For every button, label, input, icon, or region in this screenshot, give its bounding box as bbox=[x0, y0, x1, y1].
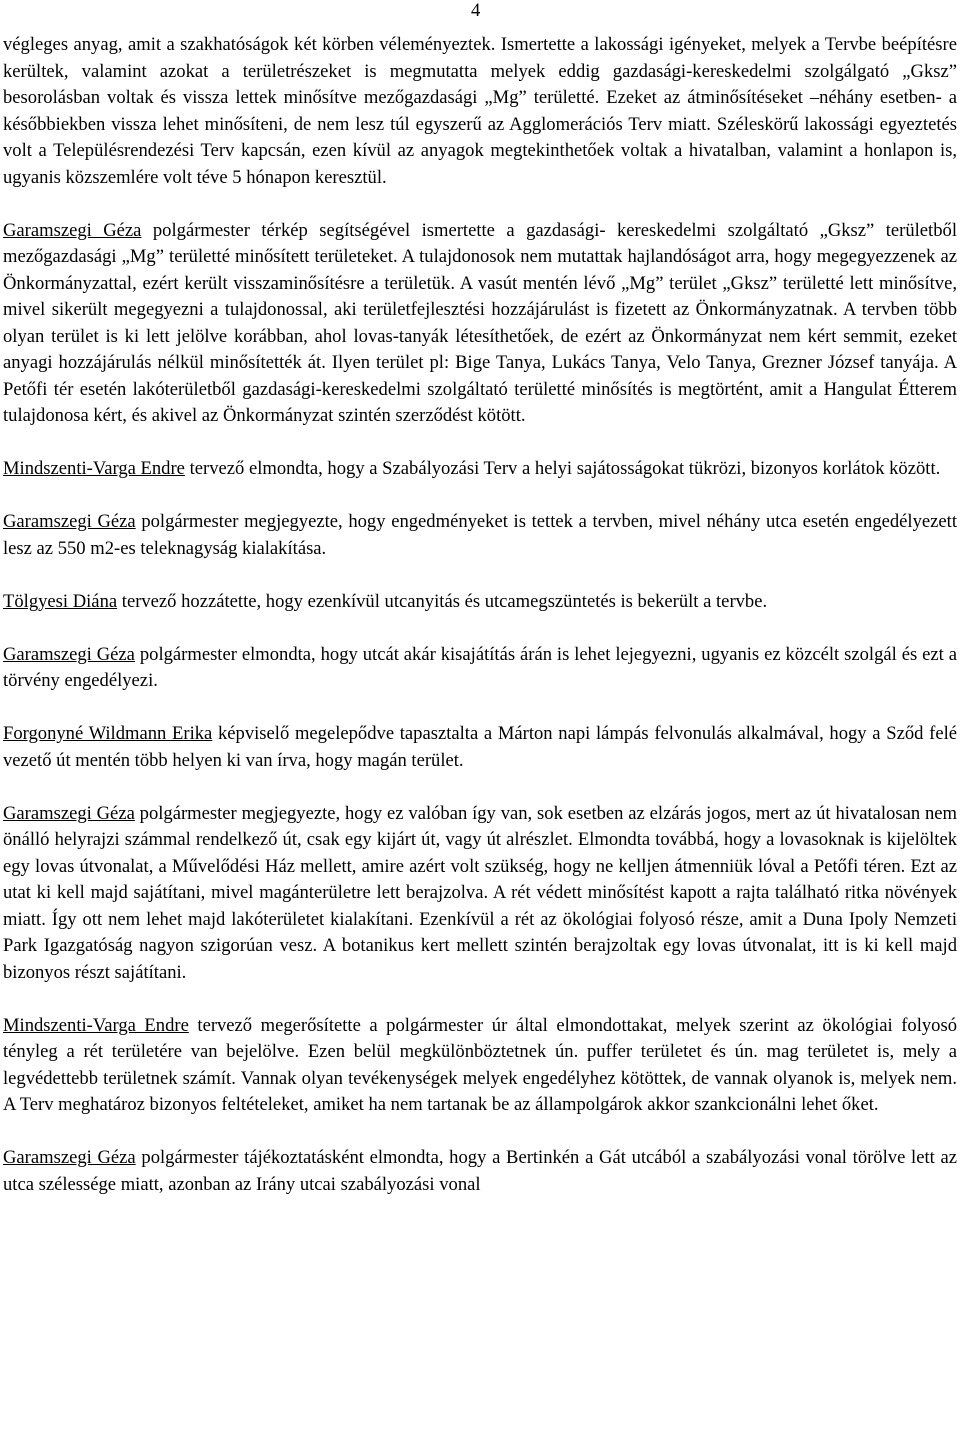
paragraph-text: végleges anyag, amit a szakhatóságok két körben véleményeztek. Ismertette a lakossági igényeket, melyek a Tervbe beépítésre kerültek, valamint azokat a területrészeket is megmutatta melyek eddig gazdasági-kereskedelmi szolgálgató „Gksz” besorolásban voltak és vissza lettek minősítve mezőgazdasági „Mg” területté. Ezeket az átminősítéseket –néhány esetben- a későbbiekben vissza lehet minősíteni, de nem lesz túl egyszerű az Agglomerációs Terv miatt. Széleskörű lakossági egyeztetés volt a Településrendezési Terv kapcsán, ezen kívül az anyagok megtekinthetőek voltak a hivatalban, valamint a honlapon is, ugyanis közszemlére volt téve 5 hónapon keresztül. bbox=[3, 34, 957, 188]
speaker-name: Tölgyesi Diána bbox=[3, 590, 118, 612]
paragraph-text: tervező elmondta, hogy a Szabályozási Terv a helyi sajátosságokat tükrözi, bizonyos korlátok között. bbox=[184, 458, 941, 479]
speaker-name: Garamszegi Géza bbox=[3, 1147, 136, 1168]
page-number: 4 bbox=[471, 0, 481, 21]
paragraph-9 bbox=[3, 1013, 957, 1119]
paragraph-text: polgármester elmondta, hogy utcát akár kisajátítás árán is lehet lejegyezni, ugyanis ez közcélt szolgál és ezt a törvény engedélyezi. bbox=[3, 643, 957, 691]
speaker-name: Garamszegi Géza bbox=[3, 511, 136, 532]
paragraph-text: tervező megerősítette a polgármester úr által elmondottakat, melyek szerint az ökológiai folyosó tényleg a rét területére van bejelölve. Ezen belül megkülönböztetnek ún. puffer területet és ún. mag területet is, mely a legvédettebb területnek számít. Vannak olyan tevékenységek melyek engedélyhez kötöttek, de vannak olyanok is, melyek nem. A Terv meghatároz bizonyos feltételeket, amiket ha nem tartanak be az állampolgárok akkor szankcionálni lehet őket. bbox=[3, 1014, 957, 1115]
speaker-name: Mindszenti-Varga Endre bbox=[3, 1014, 189, 1036]
paragraph-4 bbox=[3, 509, 957, 562]
paragraph-1 bbox=[3, 32, 957, 191]
speaker-name: Garamszegi Géza bbox=[3, 643, 135, 665]
paragraph-text: polgármester térkép segítségével ismertette a gazdasági- kereskedelmi szolgáltató „Gksz” területből mezőgazdasági „Mg” területté minősített területeket. A tulajdonosok nem mutattak hajlandóságot arra, hogy megegyezzenek az Önkormányzattal, ezért került visszaminősítésre a területük. A vasút mentén lévő „Mg” terület „Gksz” területté lett minősítve, mivel sikerült megegyezni a tulajdonossal, aki területfejlesztési hozzájárulást is fizetett az Önkormányzatnak. A tervben több olyan terület is ki lett jelölve korábban, ahol lovas-tanyák létesíthetőek, de ezért az Önkormányzat nem kért semmit, ezeket anyagi hozzájárulás nélkül minősítették át. Ilyen terület pl: Bige Tanya, Lukács Tanya, Velo Tanya, Grezner József tanyája. A Petőfi tér esetén lakóterületből gazdasági-kereskedelmi szolgáltató területté minősítés is megtörtént, amit a Hangulat Étterem tulajdonosa kért, és akivel az Önkormányzat szintén szerződést kötött. bbox=[3, 219, 957, 426]
paragraph-text: polgármester tájékoztatásként elmondta, hogy a Bertinkén a Gát utcából a szabályozási vonal törölve lett az utca szélessége miatt, azonban az Irány utcai szabályozási vonal bbox=[3, 1147, 957, 1195]
paragraph-text: polgármester megjegyezte, hogy ez valóban így van, sok esetben az elzárás jogos, mert az út hivatalosan nem önálló helyrajzi számmal rendelkező út, csak egy kijárt út, vagy út alrészlet. Elmondta továbbá, hogy a lovasoknak is kijelöltek egy lovas útvonalat, a Művelődési Ház mellett, amire azért volt szükség, hogy ne kelljen átmenniük lóval a Petőfi téren. Ezt az utat ki kell majd sajátítani, mivel magánterületre lett berajzolva. A rét védett minősítést kapott a rajta található ritka növények miatt. Így ott nem lehet majd lakóterületet kialakítani. Ezenkívül a rét az ökológiai folyosó része, amit a Duna Ipoly Nemzeti Park Igazgatóság nagyon szigorúan vesz. A botanikus kert mellett szintén berajzoltak egy lovas útvonalat, itt is ki kell majd bizonyos részt sajátítani. bbox=[3, 802, 957, 983]
speaker-name: Garamszegi Géza bbox=[3, 219, 142, 241]
paragraph-10 bbox=[3, 1145, 957, 1198]
paragraph-5 bbox=[3, 589, 957, 616]
paragraph-text: polgármester megjegyezte, hogy engedményeket is tettek a tervben, mivel néhány utca esetén engedélyezett lesz az 550 m2-es teleknagyság kialakítása. bbox=[3, 511, 957, 559]
paragraph-8 bbox=[3, 801, 957, 987]
paragraph-6 bbox=[3, 642, 957, 695]
paragraph-7 bbox=[3, 721, 957, 774]
page-body bbox=[3, 32, 957, 1225]
speaker-name: Garamszegi Géza bbox=[3, 802, 135, 824]
speaker-name: Mindszenti-Varga Endre bbox=[3, 458, 185, 479]
paragraph-text: képviselő megelepődve tapasztalta a Márton napi lámpás felvonulás alkalmával, hogy a Sződ felé vezető út mentén több helyen ki van írva, hogy magán terület. bbox=[3, 723, 957, 771]
paragraph-3 bbox=[3, 456, 957, 483]
paragraph-text: tervező hozzátette, hogy ezenkívül utcanyitás és utcamegszüntetés is bekerült a tervbe. bbox=[117, 590, 768, 612]
paragraph-2 bbox=[3, 218, 957, 430]
speaker-name: Forgonyné Wildmann Erika bbox=[3, 723, 213, 744]
